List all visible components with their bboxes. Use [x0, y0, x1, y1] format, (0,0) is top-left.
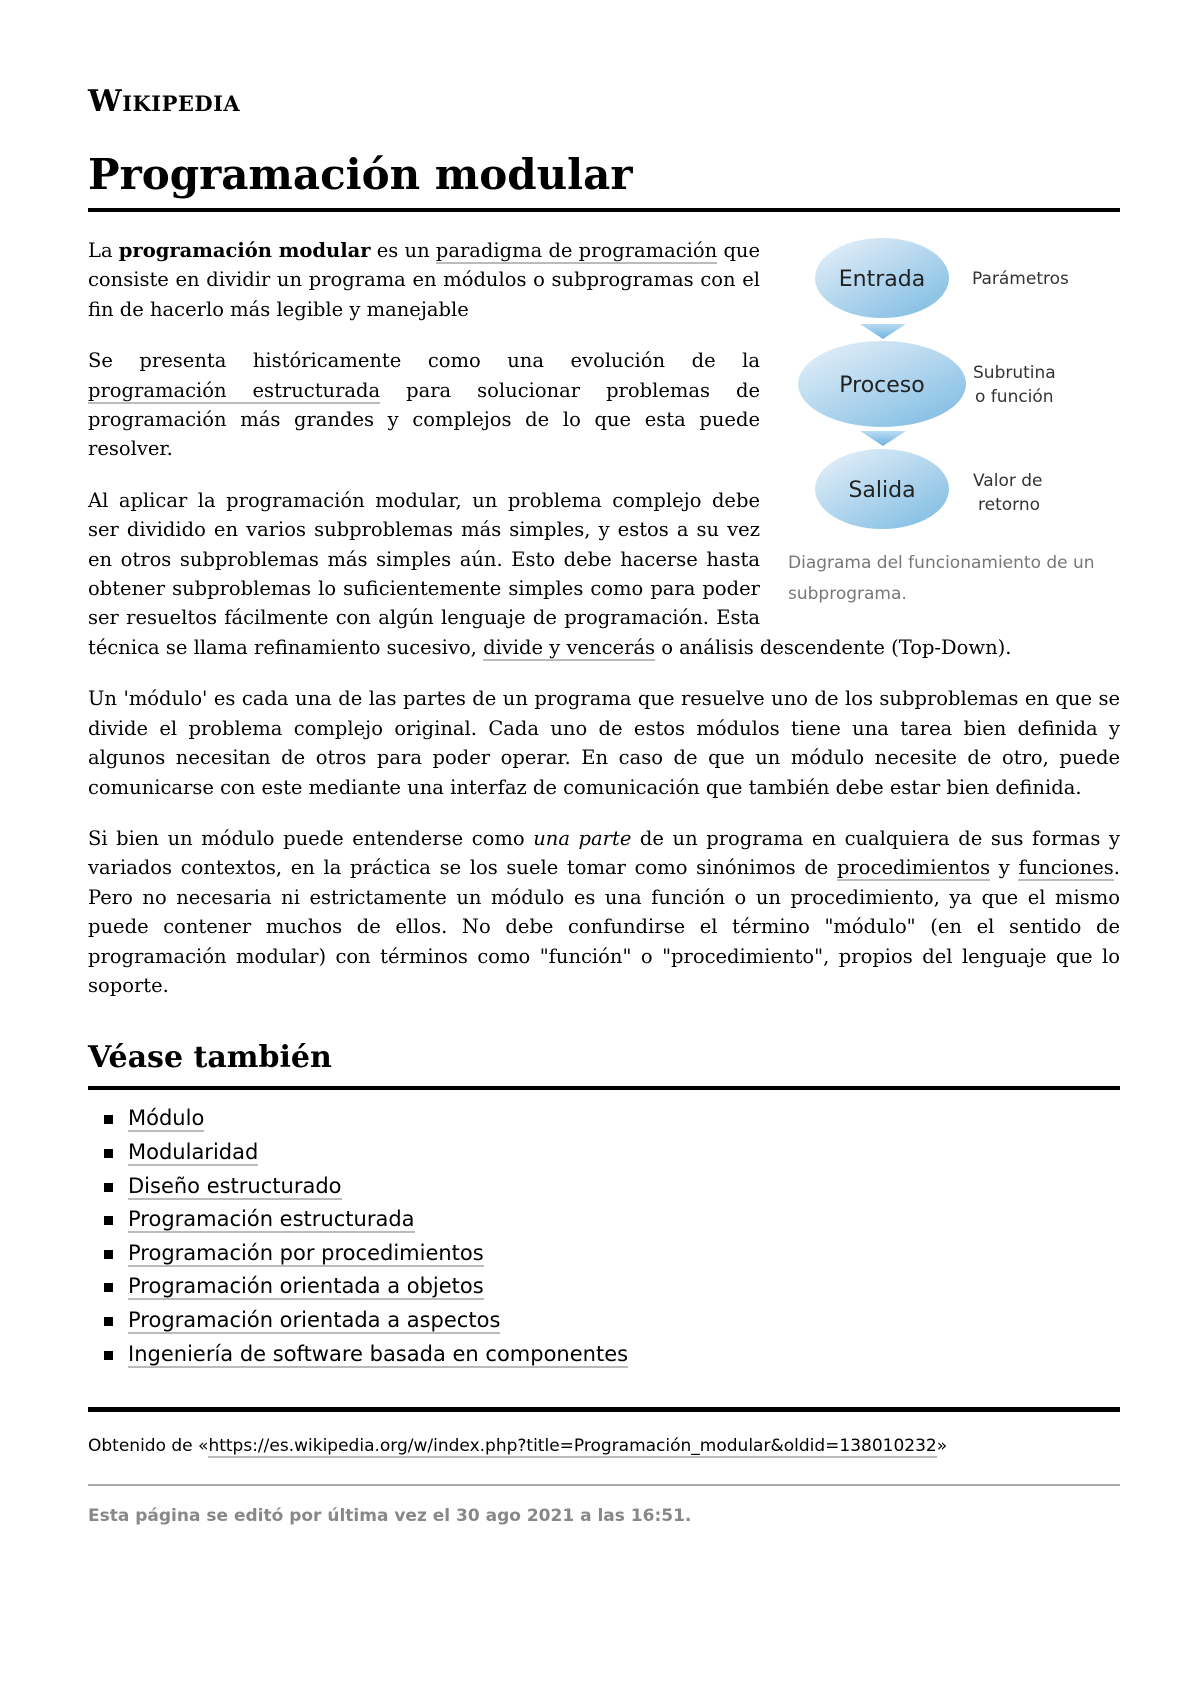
node-salida-label: Salida	[848, 478, 916, 503]
see-also-list	[88, 1102, 1120, 1371]
last-edited-notice: Esta página se editó por última vez el 30 ago 2021 a las 16:51.	[88, 1506, 692, 1527]
paragraph-1: La programación modular es un paradigma de programación que consiste en dividir un programa en módulos o subprogramas con el fin de hacerlo más legible y manejable	[88, 239, 761, 321]
list-item	[88, 1136, 1120, 1170]
list-item	[88, 1304, 1120, 1338]
permanent-link[interactable]: https://es.wikipedia.org/w/index.php?title=Programación_modular&oldid=138010232	[208, 1436, 937, 1457]
node-entrada-label: Entrada	[838, 267, 926, 292]
label-subrutina: Subrutina	[973, 363, 1056, 383]
list-item	[88, 1270, 1120, 1304]
link-funciones[interactable]: funciones	[1018, 856, 1114, 880]
list-item	[88, 1338, 1120, 1372]
link-divide-y-venceras[interactable]: divide y vencerás	[483, 635, 656, 659]
arrow-down-icon	[860, 324, 906, 339]
article-body	[88, 236, 1120, 1532]
bullet-icon	[104, 1149, 113, 1158]
paragraph-3: Al aplicar la programación modular, un problema complejo debe ser dividido en varios subproblemas más simples, y estos a su vez en otros subproblemas más simples aún. Esto debe hacerse hasta obtener subproblemas lo suficientemente simples como para poder ser resueltos fácilmente con algún lenguaje de programación. Esta técnica se llama refinamiento sucesivo, divide y vencerás o análisis descendente (Top-Down).	[88, 488, 1012, 659]
paragraph-5: Si bien un módulo puede entenderse como una parte de un programa en cualquiera de sus formas y variados contextos, en la práctica se los suele tomar como sinónimos de procedimientos y funciones. Pero no necesaria ni estrictamente un módulo es una función o un procedimiento, ya que el mismo puede contener muchos de ellos. No debe confundirse el término "módulo" (en el sentido de programación modular) con términos como "función" o "procedimiento", propios del lenguaje que lo soporte.	[88, 826, 1120, 997]
see-also-link[interactable]: Programación estructurada	[128, 1207, 415, 1232]
bullet-icon	[104, 1183, 113, 1192]
paragraph-4: Un 'módulo' es cada una de las partes de un programa que resuelve uno de los subproblemas en que se divide el problema complejo original. Cada uno de estos módulos tiene una tarea bien definida y algunos necesitan de otros para poder operar. En caso de que un módulo necesite de otro, puede comunicarse con este mediante una interfaz de comunicación que también debe estar bien definida.	[88, 687, 1120, 799]
see-also-link[interactable]: Modularidad	[128, 1139, 259, 1164]
title-divider	[88, 208, 1120, 212]
see-also-link[interactable]: Programación orientada a objetos	[128, 1274, 484, 1299]
list-item	[88, 1102, 1120, 1136]
italic-term: una parte	[533, 826, 632, 850]
subprogram-diagram	[782, 236, 1120, 546]
section-heading-vease-tambien: Véase también	[88, 1040, 332, 1076]
see-also-link[interactable]: Programación por procedimientos	[128, 1240, 484, 1265]
label-valor-de: Valor de	[973, 471, 1043, 491]
bullet-icon	[104, 1115, 113, 1124]
list-item	[88, 1170, 1120, 1204]
link-programacion-estructurada[interactable]: programación estructurada	[88, 378, 381, 402]
arrow-down-icon	[860, 431, 906, 446]
footer-divider	[88, 1407, 1120, 1412]
bullet-icon	[104, 1250, 113, 1259]
bold-term: programación modular	[118, 239, 371, 262]
bullet-icon	[104, 1216, 113, 1225]
link-paradigma-de-programacion[interactable]: paradigma de programación	[435, 239, 718, 262]
wikipedia-logo[interactable]: Wikipedia	[88, 84, 241, 119]
see-also-link[interactable]: Diseño estructurado	[128, 1173, 342, 1198]
bullet-icon	[104, 1283, 113, 1292]
list-item	[88, 1237, 1120, 1271]
bullet-icon	[104, 1351, 113, 1360]
page-title: Programación modular	[88, 150, 633, 199]
link-procedimientos[interactable]: procedimientos	[837, 856, 991, 880]
footer-thin-divider	[88, 1484, 1120, 1486]
section-divider	[88, 1086, 1120, 1090]
retrieved-from: Obtenido de «https://es.wikipedia.org/w/index.php?title=Programación_modular&oldid=138010232»	[88, 1436, 948, 1457]
label-o-funcion: o función	[975, 387, 1054, 407]
figure-caption: Diagrama del funcionamiento de un subprograma.	[788, 553, 1095, 604]
label-parametros: Parámetros	[972, 269, 1069, 289]
label-retorno: retorno	[978, 495, 1041, 515]
see-also-link[interactable]: Módulo	[128, 1106, 205, 1131]
node-proceso-label: Proceso	[839, 373, 925, 398]
paragraph-2: Se presenta históricamente como una evolución de la programación estructurada para solucionar problemas de programación más grandes y complejos de lo que esta puede resolver.	[88, 349, 760, 461]
figure-diagram[interactable]	[782, 236, 1120, 610]
list-item	[88, 1203, 1120, 1237]
see-also-link[interactable]: Programación orientada a aspectos	[128, 1307, 501, 1332]
see-also-link[interactable]: Ingeniería de software basada en componentes	[128, 1341, 629, 1366]
bullet-icon	[104, 1317, 113, 1326]
